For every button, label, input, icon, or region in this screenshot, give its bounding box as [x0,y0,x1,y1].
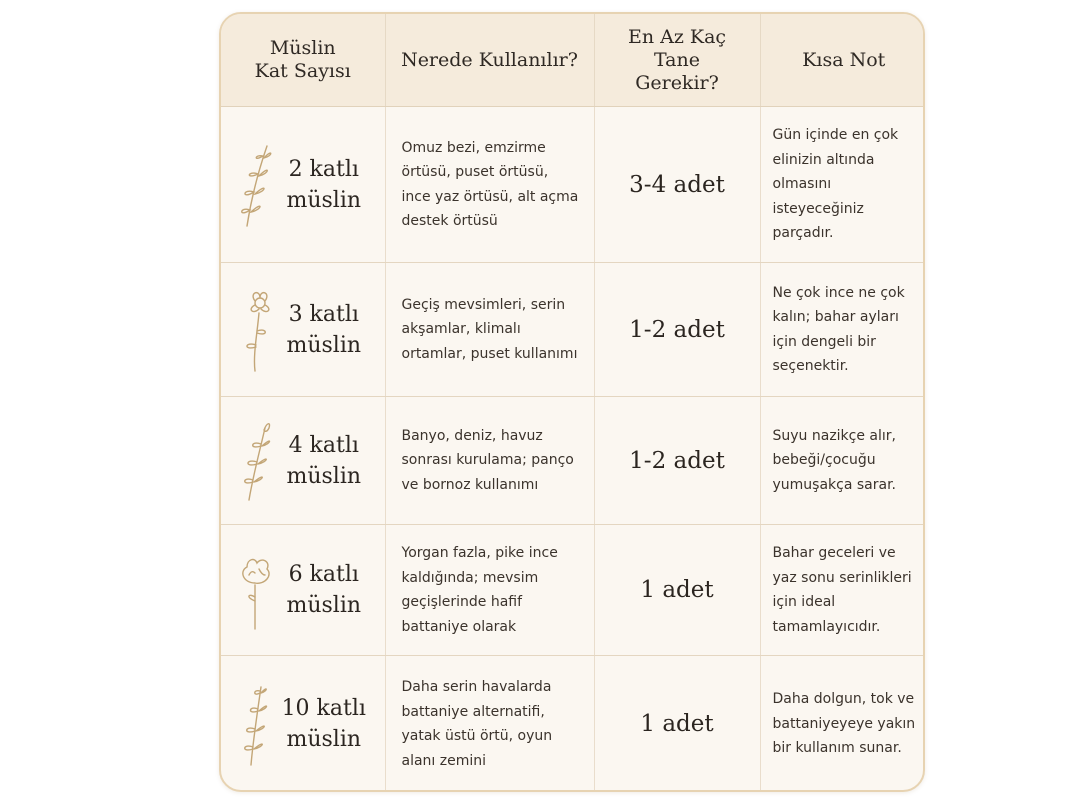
note-cell: Ne çok ince ne çok kalın; bahar ayları için dengeli bir seçenektir. [760,263,925,397]
usage-cell: Banyo, deniz, havuz sonrası kurulama; panço ve bornoz kullanımı [385,397,594,525]
layer-type-line1: 4 katlı [288,432,359,458]
layer-type-label [277,299,385,361]
layer-type-line1: 3 katlı [288,301,359,327]
layer-type-line2: müslin [286,332,362,358]
note-cell: Daha dolgun, tok ve battaniyeyeye yakın bir kullanım sunar. [772,691,916,757]
table-row [221,525,925,656]
layer-type-label [277,693,385,755]
type-cell [221,525,385,656]
cotton-flower-icon [233,545,277,635]
header-quantity [594,14,760,107]
layer-type-label [277,559,385,621]
leaf-branch-icon [233,140,277,230]
muslin-table [221,14,925,792]
quantity-cell: 1 adet [594,525,760,656]
header-usage: Nerede Kullanılır? [385,14,594,107]
note-cell: Gün içinde en çok elinizin altında olmasını isteyeceğiniz parçadır. [760,107,925,263]
header-quantity-line1: En Az Kaç Tane [627,25,727,71]
layer-type-line2: müslin [286,593,362,618]
note-cell: Suyu nazikçe alır, bebeği/çocuğu yumuşakça sarar. [760,397,925,525]
layer-type-line2: müslin [286,187,362,213]
usage-cell: Yorgan fazla, pike ince kaldığında; mevsim geçişlerinde hafif battaniye olarak [385,525,594,656]
table-header-row [221,14,925,107]
leaf-sprig-icon [233,416,277,506]
layer-type-line1: 6 katlı [288,562,359,587]
header-layer-count-line1: Müslin [269,37,336,59]
quantity-cell: 1 adet [594,656,760,793]
layer-type-line2: müslin [286,463,362,489]
usage-cell: Daha serin havalarda battaniye alternatifi, yatak üstü örtü, oyun alanı zemini [385,656,594,793]
layer-type-line1: 2 katlı [288,156,359,182]
type-cell [221,397,385,525]
table-row [221,656,925,793]
layer-type-label [277,154,385,216]
table-row [221,263,925,397]
type-cell [221,263,385,397]
usage-cell: Geçiş mevsimleri, serin akşamlar, klimalı ortamlar, puset kullanımı [385,263,594,397]
flower-icon [233,285,277,375]
quantity-cell: 1-2 adet [594,397,760,525]
layer-type-line2: müslin [286,727,362,752]
note-cell: Bahar geceleri ve yaz sonu serinlikleri için ideal tamamlayıcıdır. [760,525,925,656]
type-cell [221,656,385,793]
usage-cell: Omuz bezi, emzirme örtüsü, puset örtüsü, ince yaz örtüsü, alt açma destek örtüsü [385,107,594,263]
layer-type-line1: 10 katlı [281,696,366,721]
header-quantity-line2: Gerekir? [635,71,719,94]
layer-type-label [277,430,385,492]
quantity-cell: 1-2 adet [594,263,760,397]
type-cell [221,107,385,263]
header-layer-count [221,14,385,107]
leaf-stem-icon [233,679,277,769]
header-layer-count-line2: Kat Sayısı [254,60,351,82]
table-row [221,107,925,263]
table-row [221,397,925,525]
muslin-guide-card [219,12,925,792]
quantity-cell: 3-4 adet [594,107,760,263]
header-note: Kısa Not [760,14,925,107]
